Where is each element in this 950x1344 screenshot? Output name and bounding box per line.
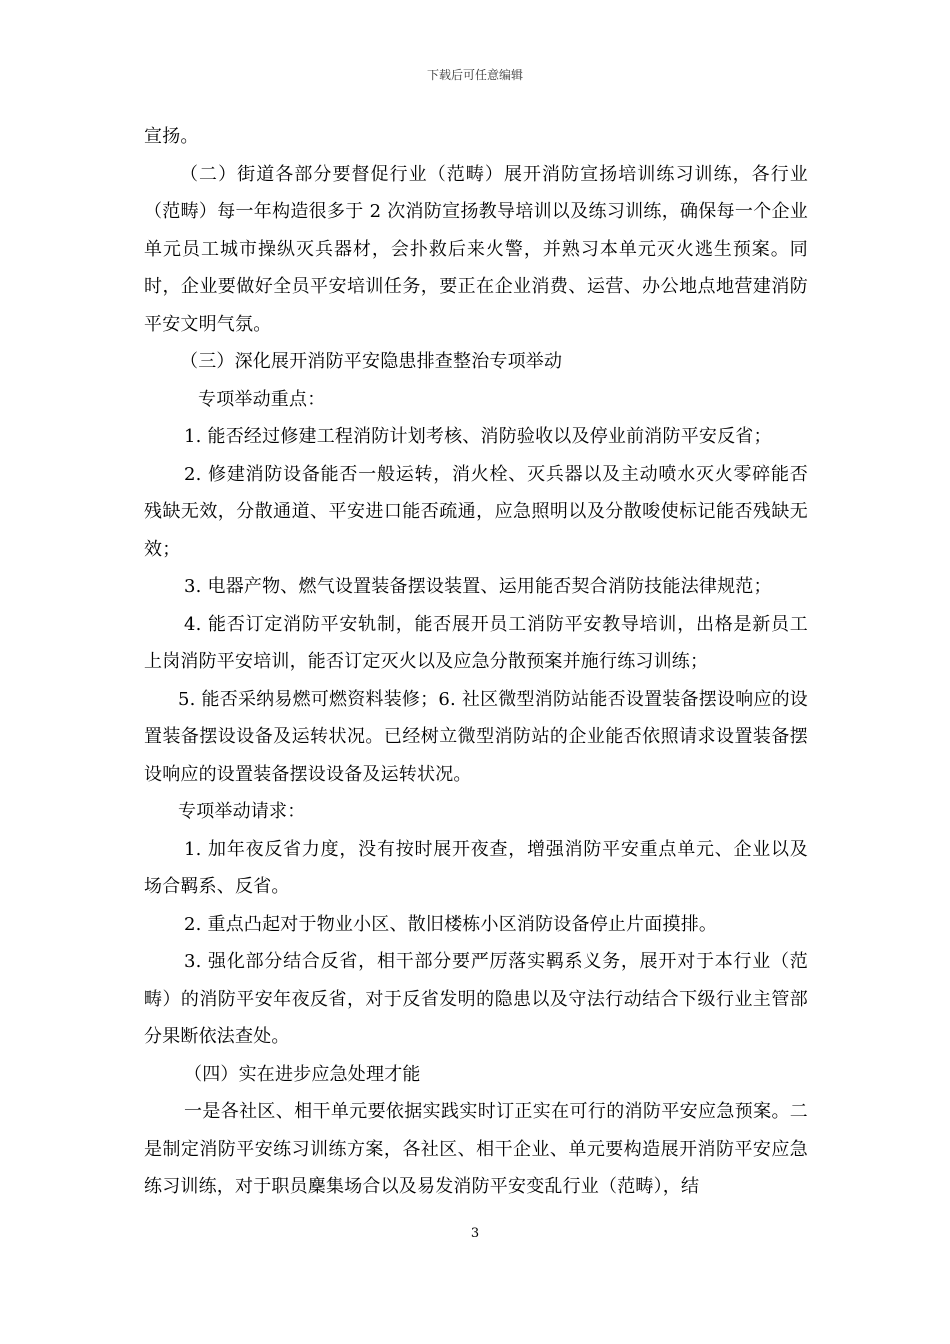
section-heading: （三）深化展开消防平安隐患排查整治专项举动	[180, 351, 563, 372]
list-item: 1. 能否经过修建工程消防计划考核、消防验收以及停业前消防平安反省；	[184, 426, 772, 447]
paragraph: 宣扬。	[144, 126, 199, 147]
list-item: 3. 电器产物、燃气设置装备摆设装置、运用能否契合消防技能法律规范；	[184, 576, 772, 597]
list-item: 4. 能否订定消防平安轨制，能否展开员工消防平安教导培训，出格是新员工上岗消防平安培训，能否订定灭火以及应急分散预案并施行练习训练；	[144, 613, 808, 672]
subheading: 专项举动重点：	[198, 388, 326, 410]
subheading: 专项举动请求：	[178, 801, 306, 822]
page-number: 3	[470, 1226, 480, 1241]
list-item: 3. 强化部分结合反省，相干部分要严厉落实羁系义务，展开对于本行业（范畴）的消防平安年夜反省，对于反省发明的隐患以及守法行动结合下级行业主管部分果断依法查处。	[144, 951, 808, 1047]
paragraph: 一是各社区、相干单元要依据实践实时订正实在可行的消防平安应急预案。二是制定消防平安练习训练方案，各社区、相干企业、单元要构造展开消防平安应急练习训练，对于职员麇集场合以及易发消防平安变乱行业（范畴），结	[144, 1101, 808, 1197]
list-item: 2. 重点凸起对于物业小区、散旧楼栋小区消防设备停止片面摸排。	[184, 913, 718, 935]
paragraph: （二）街道各部分要督促行业（范畴）展开消防宣扬培训练习训练，各行业（范畴）每一年构造很多于 2 次消防宣扬教导培训以及练习训练，确保每一个企业单元员工城市操纵灭兵器材，会扑救后来火警，并熟习本单元灭火逃生预案。同时，企业要做好全员平安培训任务，要正在企业消费、运营、办公地点地营建消防平安文明气氛。	[144, 163, 808, 335]
page-header: 下载后可任意编辑	[426, 68, 523, 82]
list-item: 2. 修建消防设备能否一般运转，消火栓、灭兵器以及主动喷水灭火零碎能否残缺无效，分散通道、平安进口能否疏通，应急照明以及分散唆使标记能否残缺无效；	[144, 463, 808, 560]
document-body	[144, 118, 808, 1206]
list-item: 5. 能否采纳易燃可燃资料装修；6. 社区微型消防站能否设置装备摆设响应的设置装备摆设设备及运转状况。已经树立微型消防站的企业能否依照请求设置装备摆设响应的设置装备摆设设备及运转状况。	[144, 688, 808, 785]
section-heading: （四）实在进步应急处理才能	[184, 1063, 421, 1085]
list-item: 1. 加年夜反省力度，没有按时展开夜查，增强消防平安重点单元、企业以及场合羁系、反省。	[144, 838, 808, 897]
